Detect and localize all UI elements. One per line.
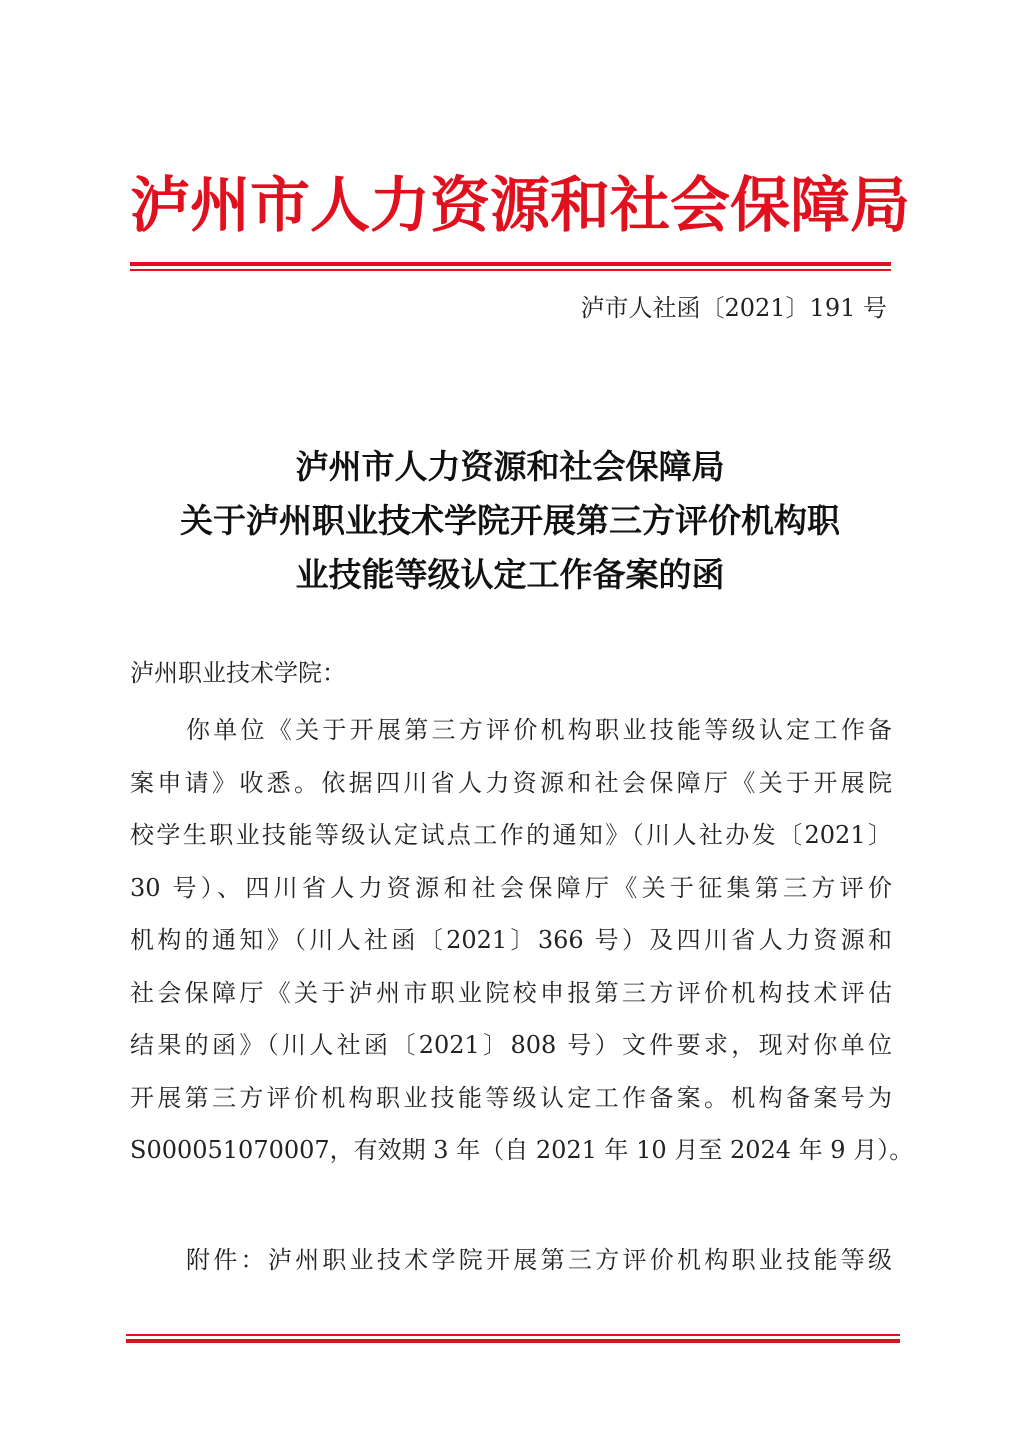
body-paragraph <box>130 704 914 1177</box>
footer-rule-thick <box>126 1339 900 1343</box>
body-line: 30 号）、四川省人力资源和社会保障厅《关于征集第三方评价 <box>130 873 892 902</box>
body-line: 开展第三方评价机构职业技能等级认定工作备案。机构备案号为 <box>130 1083 892 1112</box>
title-line: 关于泸州职业技术学院开展第三方评价机构职 <box>180 501 840 540</box>
body-line: 社会保障厅《关于泸州市职业院校申报第三方评价机构技术评估 <box>130 978 892 1007</box>
title-line: 业技能等级认定工作备案的函 <box>295 555 725 594</box>
masthead-rule-thin <box>130 269 891 271</box>
body-line: 校学生职业技能等级认定试点工作的通知》（川人社办发〔2021〕 <box>130 821 892 849</box>
body-line: 案申请》收悉。依据四川省人力资源和社会保障厅《关于开展院 <box>130 768 892 797</box>
body-line: S000051070007，有效期 3 年（自 2021 年 10 月至 2024 年 9 月）。 <box>130 1136 914 1164</box>
footer-rule-thin <box>126 1334 900 1336</box>
agency-masthead: 泸州市人力资源和社会保障局 <box>130 171 910 241</box>
document-number: 泸市人社函〔2021〕191 号 <box>580 294 887 322</box>
body-line: 你单位《关于开展第三方评价机构职业技能等级认定工作备 <box>186 716 892 744</box>
attachment-note: 附件：泸州职业技术学院开展第三方评价机构职业技能等级 <box>186 1246 892 1274</box>
document-title <box>110 440 910 602</box>
recipient-salutation: 泸州职业技术学院： <box>130 659 346 687</box>
title-line: 泸州市人力资源和社会保障局 <box>295 447 725 486</box>
body-line: 结果的函》（川人社函〔2021〕808 号）文件要求，现对你单位 <box>130 1031 892 1059</box>
body-line: 机构的通知》（川人社函〔2021〕366 号）及四川省人力资源和 <box>130 926 892 954</box>
masthead-rule-thick <box>130 262 891 266</box>
